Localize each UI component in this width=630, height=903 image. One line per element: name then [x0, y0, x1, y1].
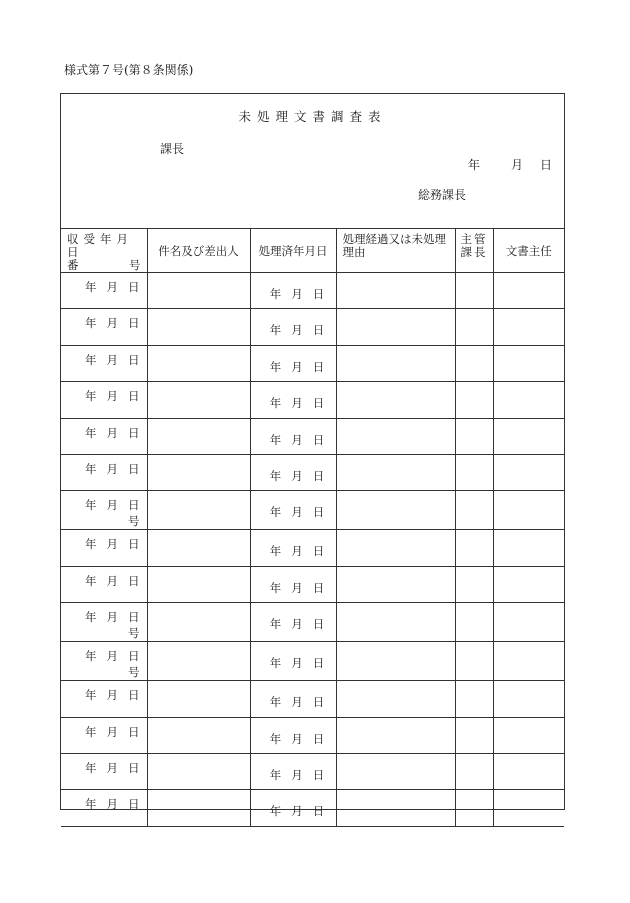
header-received-go: 号 [129, 258, 141, 272]
processed-cell[interactable] [250, 491, 336, 530]
received-month: 月 [106, 352, 118, 367]
received-month: 月 [106, 461, 118, 476]
received-year: 年 [85, 573, 97, 588]
subject-cell[interactable] [147, 454, 250, 490]
date-month-label: 月 [511, 158, 524, 172]
processed-cell[interactable] [250, 454, 336, 490]
received-month: 月 [106, 498, 118, 513]
processed-year: 年 [269, 396, 282, 411]
status-cell[interactable] [336, 345, 455, 381]
processed-day: 日 [312, 656, 325, 671]
table-header-row [61, 229, 564, 273]
received-month: 月 [106, 425, 118, 440]
doc-officer-cell[interactable] [493, 717, 564, 753]
chief-cell[interactable] [455, 309, 493, 345]
received-cell[interactable] [61, 642, 147, 681]
survey-table [61, 229, 564, 827]
table-row [61, 753, 564, 789]
received-year: 年 [85, 537, 97, 552]
processed-year: 年 [269, 505, 282, 520]
table-row [61, 382, 564, 418]
processed-cell[interactable] [250, 790, 336, 826]
received-year: 年 [85, 461, 97, 476]
processed-day: 日 [312, 432, 325, 447]
processed-day: 日 [312, 505, 325, 520]
processed-month: 月 [291, 580, 303, 595]
processed-day: 日 [312, 396, 325, 411]
doc-officer-cell[interactable] [493, 382, 564, 418]
header-subject: 件名及び差出人 [147, 229, 250, 273]
received-day: 日 [128, 573, 140, 588]
processed-month: 月 [291, 505, 303, 520]
status-cell[interactable] [336, 717, 455, 753]
date-year-label: 年 [468, 158, 481, 172]
doc-officer-cell[interactable] [493, 345, 564, 381]
received-year: 年 [85, 280, 97, 294]
received-year: 年 [85, 724, 97, 739]
received-day: 日 [128, 316, 140, 331]
processed-month: 月 [291, 656, 303, 671]
received-day: 日 [128, 498, 140, 513]
received-cell[interactable] [61, 418, 147, 454]
processed-cell[interactable] [250, 603, 336, 642]
doc-officer-cell[interactable] [493, 530, 564, 566]
subject-cell[interactable] [147, 681, 250, 717]
subject-cell[interactable] [147, 717, 250, 753]
received-year: 年 [85, 352, 97, 367]
processed-year: 年 [269, 544, 282, 559]
chief-cell[interactable] [455, 753, 493, 789]
table-row [61, 454, 564, 490]
processed-cell[interactable] [250, 418, 336, 454]
table-row [61, 530, 564, 566]
date-day-label: 日 [540, 158, 553, 172]
processed-month: 月 [291, 767, 303, 782]
received-day: 日 [128, 688, 140, 703]
sheet-header [61, 94, 564, 229]
received-month: 月 [106, 316, 118, 331]
processed-year: 年 [269, 617, 282, 632]
doc-officer-cell[interactable] [493, 681, 564, 717]
subject-cell[interactable] [147, 753, 250, 789]
received-year: 年 [85, 760, 97, 775]
received-cell[interactable] [61, 530, 147, 566]
processed-day: 日 [312, 468, 325, 483]
table-row [61, 345, 564, 381]
table-row [61, 681, 564, 717]
received-month: 月 [106, 649, 118, 664]
received-cell[interactable] [61, 753, 147, 789]
received-day: 日 [128, 797, 140, 812]
doc-officer-cell[interactable] [493, 491, 564, 530]
doc-officer-cell[interactable] [493, 642, 564, 681]
received-day: 日 [128, 425, 140, 440]
received-day: 日 [128, 610, 140, 625]
processed-month: 月 [291, 544, 303, 559]
doc-officer-cell[interactable] [493, 566, 564, 602]
received-month: 月 [106, 797, 118, 812]
processed-month: 月 [291, 396, 303, 411]
status-cell[interactable] [336, 603, 455, 642]
received-month: 月 [106, 610, 118, 625]
received-cell[interactable] [61, 454, 147, 490]
subject-cell[interactable] [147, 273, 250, 309]
doc-officer-cell[interactable] [493, 790, 564, 826]
processed-cell[interactable] [250, 273, 336, 309]
header-status-line2: 理由 [342, 245, 366, 259]
subject-cell[interactable] [147, 382, 250, 418]
table-row [61, 717, 564, 753]
header-chief [455, 229, 493, 273]
processed-cell[interactable] [250, 382, 336, 418]
processed-cell[interactable] [250, 642, 336, 681]
header-processed: 処理済年月日 [250, 229, 336, 273]
received-day: 日 [128, 280, 140, 294]
processed-month: 月 [291, 359, 303, 374]
table-row [61, 273, 564, 309]
subject-cell[interactable] [147, 309, 250, 345]
processed-year: 年 [269, 804, 282, 819]
received-year: 年 [85, 797, 97, 812]
processed-cell[interactable] [250, 753, 336, 789]
status-cell[interactable] [336, 454, 455, 490]
chief-cell[interactable] [455, 566, 493, 602]
status-cell[interactable] [336, 681, 455, 717]
table-row [61, 418, 564, 454]
received-cell[interactable] [61, 273, 147, 309]
processed-month: 月 [291, 617, 303, 632]
processed-year: 年 [269, 323, 282, 338]
status-cell[interactable] [336, 273, 455, 309]
subject-cell[interactable] [147, 603, 250, 642]
subject-cell[interactable] [147, 642, 250, 681]
processed-day: 日 [312, 617, 325, 632]
sheet-title: 未処理文書調査表 [238, 109, 387, 124]
received-month: 月 [106, 280, 118, 294]
received-cell[interactable] [61, 566, 147, 602]
table-row [61, 566, 564, 602]
chief-cell[interactable] [455, 790, 493, 826]
chief-cell[interactable] [455, 345, 493, 381]
received-cell[interactable] [61, 790, 147, 826]
processed-year: 年 [269, 695, 282, 710]
chief-cell[interactable] [455, 717, 493, 753]
survey-sheet [60, 93, 565, 819]
header-chief-line1: 主管 [460, 232, 488, 246]
received-cell[interactable] [61, 717, 147, 753]
processed-day: 日 [312, 323, 325, 338]
processed-cell[interactable] [250, 566, 336, 602]
received-day: 日 [128, 537, 140, 552]
status-cell[interactable] [336, 309, 455, 345]
status-cell[interactable] [336, 642, 455, 681]
table-row [61, 642, 564, 681]
header-status-line1: 処理経過又は未処理 [342, 232, 446, 246]
processed-month: 月 [291, 804, 303, 819]
chief-cell[interactable] [455, 681, 493, 717]
processed-year: 年 [269, 656, 282, 671]
processed-day: 日 [312, 695, 325, 710]
processed-cell[interactable] [250, 345, 336, 381]
doc-officer-cell[interactable] [493, 418, 564, 454]
received-month: 月 [106, 724, 118, 739]
received-day: 日 [128, 649, 140, 664]
received-month: 月 [106, 688, 118, 703]
status-cell[interactable] [336, 566, 455, 602]
subject-cell[interactable] [147, 790, 250, 826]
header-status [336, 229, 455, 273]
received-day: 日 [128, 352, 140, 367]
subject-cell[interactable] [147, 418, 250, 454]
chief-cell[interactable] [455, 382, 493, 418]
processed-day: 日 [312, 287, 325, 301]
processed-cell[interactable] [250, 309, 336, 345]
received-cell[interactable] [61, 681, 147, 717]
section-chief-label: 課長 [160, 142, 185, 156]
processed-day: 日 [312, 359, 325, 374]
form-number-label: 様式第７号(第８条関係) [64, 63, 194, 77]
processed-month: 月 [291, 731, 303, 746]
processed-day: 日 [312, 544, 325, 559]
chief-cell[interactable] [455, 273, 493, 309]
processed-day: 日 [312, 580, 325, 595]
processed-month: 月 [291, 695, 303, 710]
subject-cell[interactable] [147, 491, 250, 530]
received-cell[interactable] [61, 309, 147, 345]
header-received-number: 番 [67, 258, 79, 272]
processed-day: 日 [312, 804, 325, 819]
doc-officer-cell[interactable] [493, 753, 564, 789]
received-number-go: 号 [128, 514, 140, 529]
processed-year: 年 [269, 580, 282, 595]
processed-month: 月 [291, 468, 303, 483]
subject-cell[interactable] [147, 566, 250, 602]
received-month: 月 [106, 573, 118, 588]
received-cell[interactable] [61, 382, 147, 418]
received-year: 年 [85, 610, 97, 625]
header-doc-officer: 文書主任 [493, 229, 564, 273]
chief-cell[interactable] [455, 642, 493, 681]
status-cell[interactable] [336, 790, 455, 826]
status-cell[interactable] [336, 753, 455, 789]
processed-month: 月 [291, 323, 303, 338]
processed-year: 年 [269, 731, 282, 746]
processed-cell[interactable] [250, 530, 336, 566]
processed-year: 年 [269, 287, 282, 301]
received-year: 年 [85, 688, 97, 703]
received-number-go: 号 [128, 626, 140, 641]
received-cell[interactable] [61, 491, 147, 530]
received-day: 日 [128, 461, 140, 476]
header-chief-line2: 課長 [460, 245, 488, 259]
processed-year: 年 [269, 432, 282, 447]
received-number-go: 号 [128, 665, 140, 680]
table-body [61, 273, 564, 827]
subject-cell[interactable] [147, 530, 250, 566]
doc-officer-cell[interactable] [493, 309, 564, 345]
status-cell[interactable] [336, 530, 455, 566]
processed-month: 月 [291, 432, 303, 447]
received-day: 日 [128, 724, 140, 739]
received-year: 年 [85, 389, 97, 404]
status-cell[interactable] [336, 418, 455, 454]
doc-officer-cell[interactable] [493, 273, 564, 309]
processed-cell[interactable] [250, 681, 336, 717]
processed-year: 年 [269, 767, 282, 782]
chief-cell[interactable] [455, 454, 493, 490]
header-received-date: 収受年月日 [67, 232, 133, 259]
table-row [61, 309, 564, 345]
received-year: 年 [85, 649, 97, 664]
received-year: 年 [85, 425, 97, 440]
status-cell[interactable] [336, 382, 455, 418]
processed-year: 年 [269, 468, 282, 483]
received-year: 年 [85, 498, 97, 513]
doc-officer-cell[interactable] [493, 603, 564, 642]
table-row [61, 790, 564, 826]
received-month: 月 [106, 537, 118, 552]
processed-year: 年 [269, 359, 282, 374]
general-affairs-chief-label: 総務課長 [418, 188, 467, 202]
received-month: 月 [106, 389, 118, 404]
received-day: 日 [128, 760, 140, 775]
status-cell[interactable] [336, 491, 455, 530]
processed-cell[interactable] [250, 717, 336, 753]
received-month: 月 [106, 760, 118, 775]
chief-cell[interactable] [455, 530, 493, 566]
processed-day: 日 [312, 731, 325, 746]
processed-day: 日 [312, 767, 325, 782]
processed-month: 月 [291, 287, 303, 301]
received-year: 年 [85, 316, 97, 331]
received-day: 日 [128, 389, 140, 404]
header-received [61, 229, 147, 273]
subject-cell[interactable] [147, 345, 250, 381]
received-cell[interactable] [61, 603, 147, 642]
table-row [61, 603, 564, 642]
received-cell[interactable] [61, 345, 147, 381]
chief-cell[interactable] [455, 603, 493, 642]
table-row [61, 491, 564, 530]
doc-officer-cell[interactable] [493, 454, 564, 490]
chief-cell[interactable] [455, 418, 493, 454]
chief-cell[interactable] [455, 491, 493, 530]
